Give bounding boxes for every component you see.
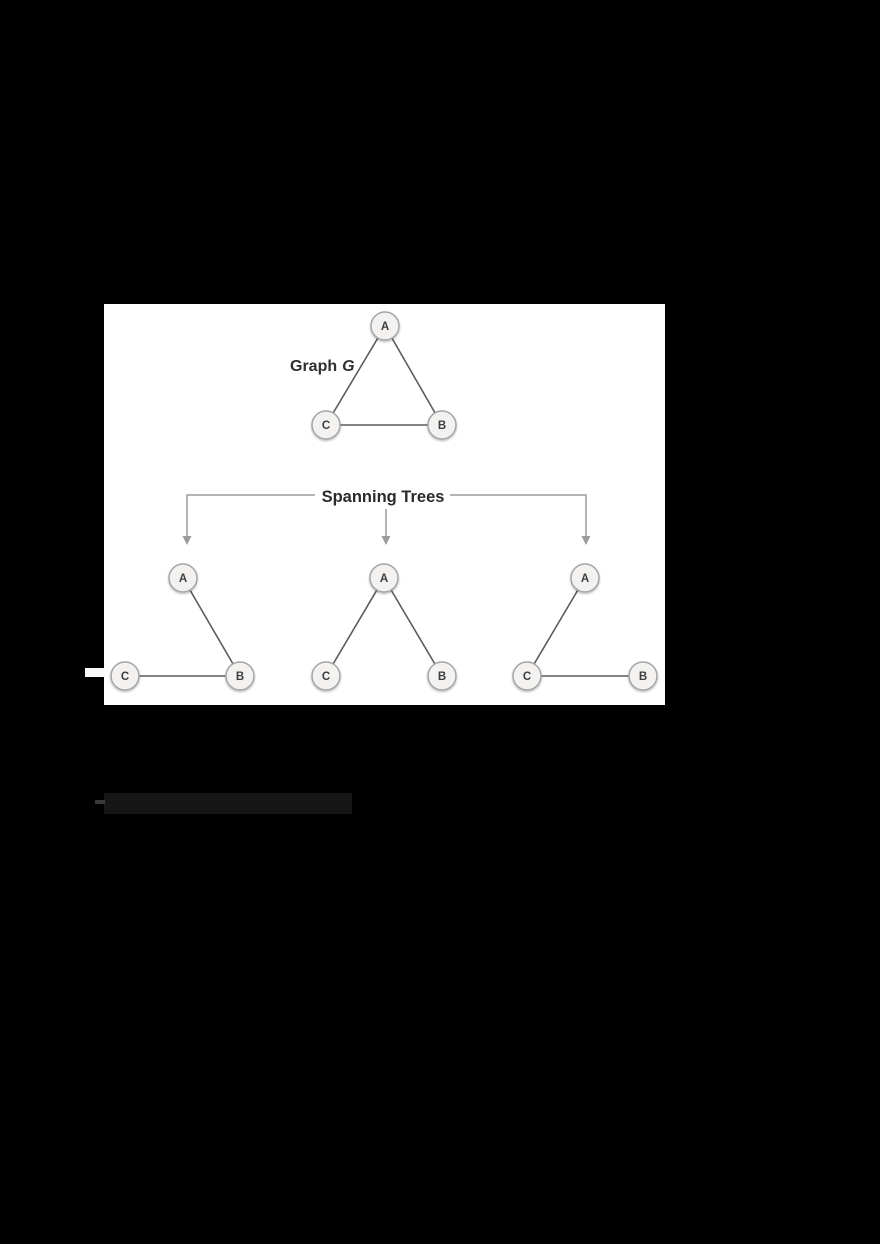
tree3-edge-a-c [527,578,585,676]
graph-g-node-b-label: B [437,420,447,432]
tree3-node-b-label: B [638,671,648,683]
graph-g-title-letter: G [342,358,355,375]
spanning-trees-connector [183,488,591,545]
tree2-edge-a-b [384,578,442,676]
spanning-tree-1 [111,564,254,690]
connector-right-line [450,495,586,536]
graph-g-title-word: Graph [290,358,338,375]
panel-edge-notch [85,668,105,677]
diagram-panel [104,304,665,705]
tick-mark [95,800,105,804]
graph-g [290,312,456,439]
tree1-node-b-label: B [235,671,245,683]
spanning-tree-2 [312,564,456,690]
tree2-node-c-label: C [321,671,331,683]
arrow-down-icon [382,536,391,545]
tree3-node-a-label: A [580,573,590,585]
tree3-node-c-label: C [522,671,532,683]
tree2-edge-a-c [326,578,384,676]
tree1-node-c-label: C [120,671,130,683]
spanning-tree-3 [513,564,657,690]
graph-g-title [290,358,355,375]
spanning-trees-title: Spanning Trees [321,488,445,506]
tree1-node-a-label: A [178,573,188,585]
graph-g-node-c-label: C [321,420,331,432]
tree1-edge-a-b [183,578,240,676]
graph-g-node-a-label: A [380,321,390,333]
graph-g-edge-a-b [385,326,442,425]
tree2-node-b-label: B [437,671,447,683]
graph-g-edge-a-c [326,326,385,425]
tree2-node-a-label: A [379,573,389,585]
arrow-down-icon [582,536,591,545]
highlight-bar [104,793,352,814]
connector-left-line [187,495,315,536]
arrow-down-icon [183,536,192,545]
spanning-trees-figure [104,304,665,705]
